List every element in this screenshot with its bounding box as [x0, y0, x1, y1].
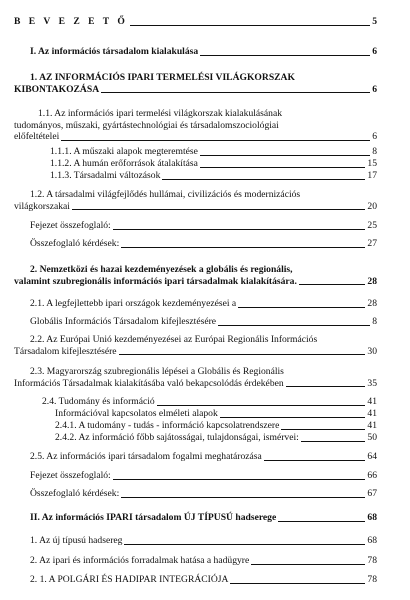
toc-entry — [0, 408, 410, 420]
toc-entry-title-line: 1. AZ INFORMÁCIÓS IPARI TERMELÉSI VILÁGKORSZAK — [30, 72, 295, 83]
page-number: 64 — [367, 451, 377, 462]
leader-line — [124, 544, 365, 545]
page-number: 28 — [367, 275, 377, 287]
page-number: 17 — [367, 170, 377, 181]
toc-entry-title-line: 2.3. Magyarország szubregionális lépései a Globális és Regionális — [30, 366, 284, 377]
toc-entry — [0, 316, 410, 328]
toc-entry-title: világkorszakai — [14, 200, 70, 212]
page-number: 68 — [367, 535, 377, 546]
page-number: 50 — [367, 432, 377, 443]
page-number: 30 — [367, 345, 377, 357]
leader-line — [301, 441, 366, 442]
toc-entry — [0, 146, 410, 158]
toc-entry-title: előfeltételei — [14, 131, 60, 142]
page-number: 68 — [367, 512, 377, 523]
leader-line — [101, 92, 370, 93]
page-number: 6 — [372, 46, 377, 57]
toc-entry — [0, 535, 410, 547]
leader-line — [200, 155, 370, 156]
toc-entry — [0, 108, 410, 143]
toc-entry — [0, 170, 410, 182]
toc-entry — [0, 189, 410, 212]
toc-entry-title: B E V E Z E T Ő — [14, 16, 128, 27]
leader-line — [113, 479, 366, 480]
toc-entry — [0, 158, 410, 170]
toc-entry — [0, 432, 410, 444]
leader-line — [121, 247, 365, 248]
leader-line — [119, 354, 366, 355]
toc-entry-title: Összefoglaló kérdések: — [30, 238, 120, 249]
page-number: 35 — [367, 377, 377, 389]
toc-entry — [0, 488, 410, 500]
toc-entry-title: 2.4.2. Az információ főbb sajátosságai, tulajdonságai, ismérvei: — [55, 432, 299, 443]
toc-entry — [0, 420, 410, 432]
leader-line — [218, 325, 370, 326]
toc-entry — [0, 238, 410, 250]
toc-entry-title-line: 1.1. Az információs ipari termelési világkorszak kialakulásának — [38, 108, 283, 119]
toc-entry-title-line: tudományos, műszaki, gyártástechnológiai és társadalomszociológiai — [14, 119, 279, 131]
page-number: 15 — [367, 158, 377, 169]
toc-entry — [0, 574, 410, 586]
toc-entry-title: Összefoglaló kérdések: — [30, 488, 120, 499]
toc-entry-title-line: 2.2. Az Európai Unió kezdeményezései az Európai Regionális Információs — [30, 334, 318, 345]
toc-entry — [0, 512, 410, 524]
page-number: 41 — [367, 420, 377, 431]
toc-entry — [0, 396, 410, 408]
page-number: 28 — [367, 298, 377, 309]
leader-line — [113, 229, 366, 230]
leader-line — [286, 386, 366, 387]
toc-entry-title: II. Az információs IPARI társadalom ÚJ TÍPUSÚ hadserege — [30, 512, 277, 523]
toc-entry-title: KIBONTAKOZÁSA — [14, 83, 100, 95]
page-number: 41 — [367, 396, 377, 407]
leader-line — [230, 583, 365, 584]
toc-entry — [0, 16, 410, 28]
toc-entry — [0, 470, 410, 482]
page-number: 67 — [367, 488, 377, 499]
page-number: 27 — [367, 238, 377, 249]
toc-entry — [0, 334, 410, 357]
toc-entry-title: 1.1.1. A műszaki alapok megteremtése — [50, 146, 198, 157]
leader-line — [299, 284, 366, 285]
toc-entry-title-line: 1.2. A társadalmi világfejlődés hullámai, civilizációs és modernizációs — [30, 189, 301, 200]
leader-line — [121, 497, 365, 498]
leader-line — [200, 55, 370, 56]
page-number: 6 — [372, 83, 377, 95]
toc-entry — [0, 220, 410, 232]
leader-line — [200, 167, 366, 168]
page-number: 6 — [372, 131, 377, 142]
page-number: 41 — [367, 408, 377, 419]
toc-entry — [0, 451, 410, 463]
page-number: 8 — [372, 316, 377, 327]
toc-entry-title: 2. 1. A POLGÁRI ÉS HADIPAR INTEGRÁCIÓJA — [30, 574, 229, 585]
toc-entry-title: 2.4.1. A tudomány - tudás - információ kapcsolatrendszere — [55, 420, 280, 431]
toc-entry — [0, 298, 410, 310]
page-number: 78 — [367, 555, 377, 566]
toc-entry-title: 2.5. Az információs ipari társadalom fogalmi meghatározása — [30, 451, 262, 462]
page-number: 20 — [367, 200, 377, 212]
toc-entry-title: valamint szubregionális információs ipari társadalmak kialakítására. — [14, 275, 297, 287]
page-number: 8 — [372, 146, 377, 157]
page-number: 78 — [367, 574, 377, 585]
leader-line — [220, 417, 366, 418]
leader-line — [251, 564, 365, 565]
leader-line — [130, 25, 370, 26]
toc-entry-title: Társadalom kifejlesztésére — [14, 345, 117, 357]
leader-line — [238, 307, 365, 308]
toc-entry-title: Globális Információs Társadalom kifejlesztésére — [30, 316, 217, 327]
leader-line — [278, 521, 365, 522]
page-number: 5 — [372, 16, 377, 27]
leader-line — [281, 429, 365, 430]
toc-entry — [0, 264, 410, 287]
toc-entry-title: Fejezet összefoglaló: — [30, 470, 111, 481]
toc-entry-title: 1.1.3. Társadalmi változások — [50, 170, 161, 181]
toc-entry — [0, 46, 410, 58]
toc-entry-title: I. Az információs társadalom kialakulása — [30, 46, 199, 57]
toc-entry-title: 2. Az ipari és információs forradalmak hatása a hadügyre — [30, 555, 250, 566]
toc-entry-title: 1. Az új típusú hadsereg — [30, 535, 123, 546]
toc-entry-title-line: 2. Nemzetközi és hazai kezdeményezések a globális és regionális, — [30, 264, 293, 275]
toc-entry-title: Információs Társadalmak kialakításába való bekapcsolódás érdekében — [14, 377, 284, 389]
toc-entry-title: Fejezet összefoglaló: — [30, 220, 111, 231]
toc-entry — [0, 72, 410, 95]
leader-line — [264, 460, 366, 461]
toc-entry-title: 2.4. Tudomány és információ — [42, 396, 155, 407]
leader-line — [162, 179, 365, 180]
toc-entry-title: Információval kapcsolatos elméleti alapok — [55, 408, 218, 419]
page-number: 66 — [367, 470, 377, 481]
toc-entry-title: 2.1. A legfejlettebb ipari országok kezdeményezései a — [30, 298, 237, 309]
page-number: 25 — [367, 220, 377, 231]
toc-entry-title: 1.1.2. A humán erőforrások átalakítása — [50, 158, 198, 169]
leader-line — [157, 405, 366, 406]
toc-entry — [0, 366, 410, 389]
leader-line — [72, 209, 365, 210]
toc-entry — [0, 555, 410, 567]
leader-line — [61, 140, 370, 141]
